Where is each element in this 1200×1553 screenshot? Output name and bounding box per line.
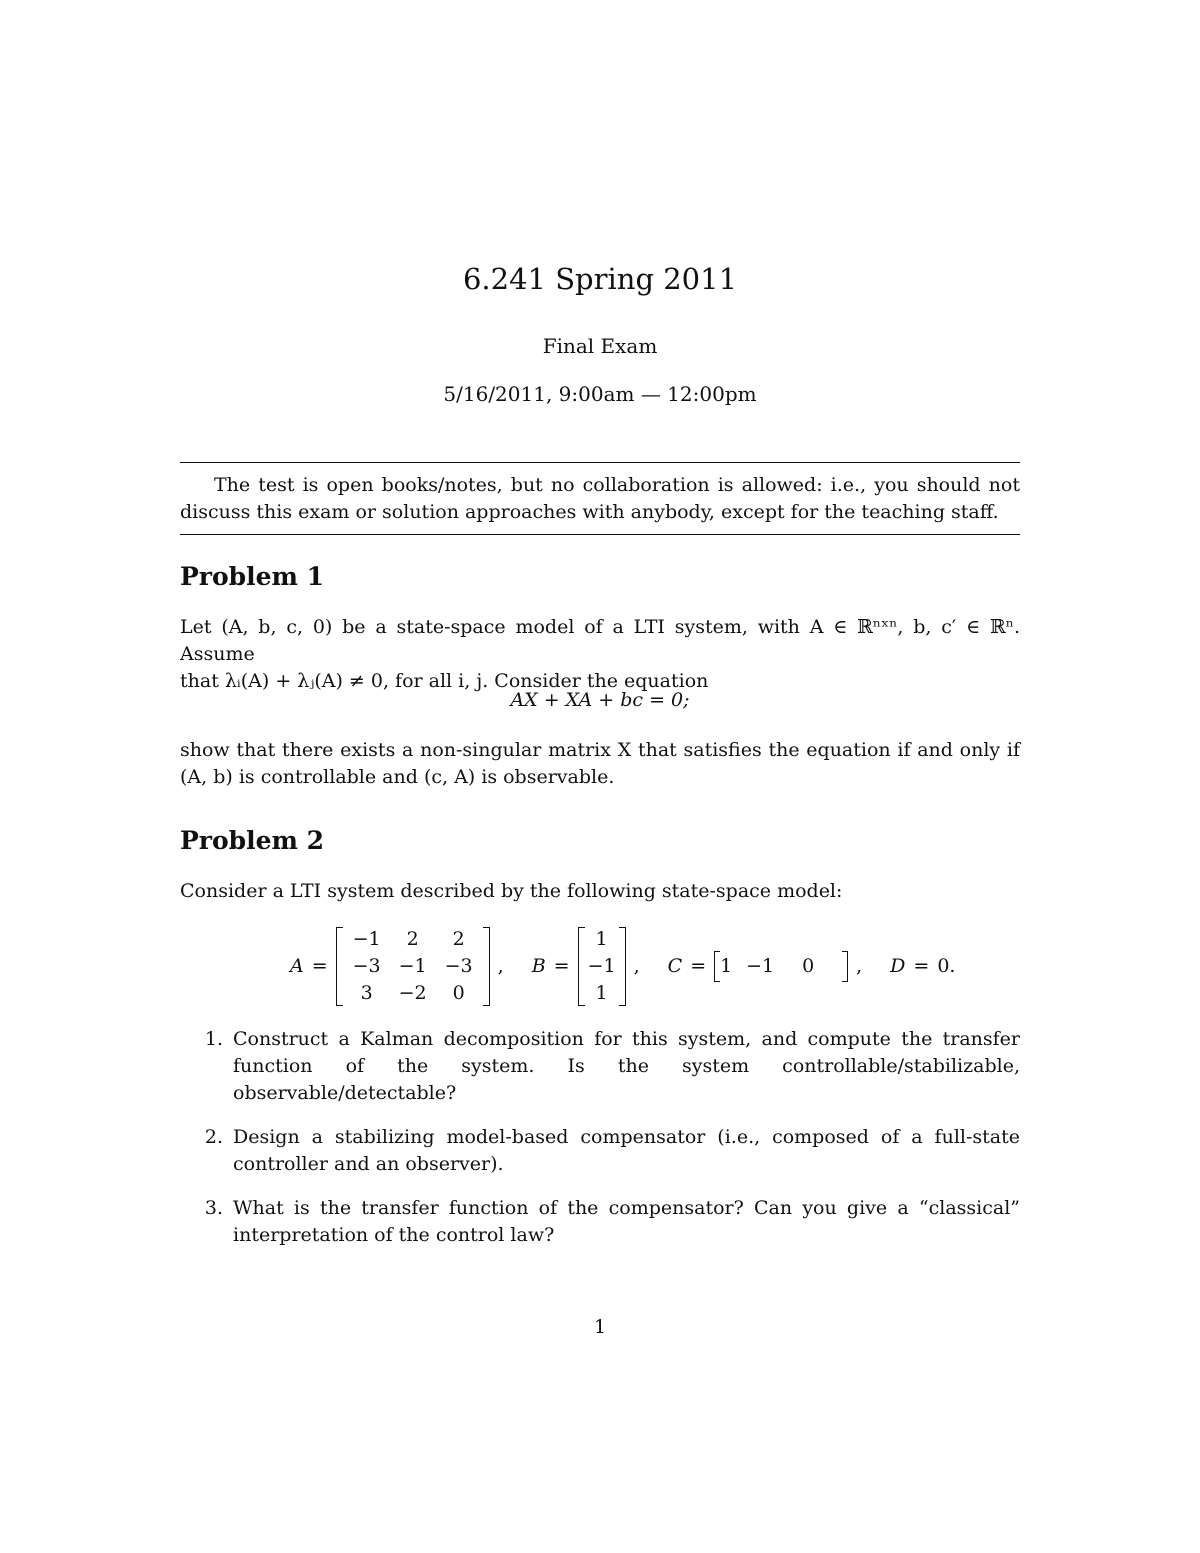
matrix-a-cell: 2	[406, 927, 419, 950]
notice-top-rule	[180, 462, 1020, 463]
exam-date: 5/16/2011, 9:00am — 12:00pm	[443, 382, 757, 406]
list-item-number: 1.	[204, 1028, 223, 1050]
matrix-a-cell: −1	[398, 954, 427, 977]
equals-sign: =	[690, 955, 707, 977]
list-item	[180, 1026, 1020, 1107]
equals-sign: =	[913, 955, 930, 977]
equals-sign: =	[553, 955, 570, 977]
matrix-d-value: 0.	[937, 955, 956, 977]
equals-sign: =	[311, 955, 328, 977]
exam-subtitle: Final Exam	[542, 334, 658, 358]
list-item	[180, 1195, 1020, 1249]
matrix-b-cell: 1	[595, 927, 608, 950]
page-number: 1	[593, 1316, 607, 1338]
problem-1-equation: AX + XA + bc = 0;	[510, 689, 690, 711]
matrix-a-cell: 3	[360, 981, 373, 1004]
separator-comma: ,	[856, 955, 863, 977]
exam-title: 6.241 Spring 2011	[462, 262, 738, 296]
list-item-text: Design a stabilizing model-based compensator (i.e., composed of a full-state controller and an observer).	[233, 1126, 1020, 1175]
list-item	[180, 1124, 1020, 1178]
matrix-d-label: D	[890, 955, 906, 977]
problem-1-intro-line-2: that λᵢ(A) + λⱼ(A) ≠ 0, for all i, j. Consider the equation	[180, 670, 709, 692]
matrix-a-cell: −3	[444, 954, 473, 977]
list-item-text: What is the transfer function of the compensator? Can you give a “classical” interpretation of the control law?	[233, 1197, 1020, 1246]
matrix-c-cell: −1	[746, 954, 775, 977]
matrix-a	[336, 926, 490, 1007]
state-space-matrices	[290, 924, 955, 1008]
problem-2-intro: Consider a LTI system described by the following state-space model:	[180, 880, 843, 902]
matrix-c	[714, 953, 848, 980]
matrix-c-cell: 1	[720, 954, 733, 977]
matrix-b-cell: 1	[595, 981, 608, 1004]
list-item-number: 3.	[204, 1197, 223, 1219]
matrix-b-label: B	[531, 955, 546, 977]
matrix-a-cell: −2	[398, 981, 427, 1004]
matrix-a-cell: 0	[452, 981, 465, 1004]
matrix-a-cell: −1	[352, 927, 381, 950]
problem-1-intro-line-1: Let (A, b, c, 0) be a state-space model of a LTI system, with A ∈ ℝⁿˣⁿ, b, c′ ∈ ℝⁿ. Assume	[180, 616, 1020, 665]
matrix-c-label: C	[667, 955, 683, 977]
matrix-c-cell: 0	[802, 954, 815, 977]
problem-1-body: show that there exists a non-singular matrix X that satisfies the equation if and only if (A, b) is controllable and (c, A) is observable.	[180, 739, 1020, 788]
separator-comma: ,	[497, 955, 504, 977]
matrix-a-label: A	[290, 955, 304, 977]
notice-bottom-rule	[180, 534, 1020, 535]
matrix-a-cell: 2	[452, 927, 465, 950]
list-item-number: 2.	[204, 1126, 223, 1148]
matrix-b-cell: −1	[587, 954, 616, 977]
list-item-text: Construct a Kalman decomposition for this system, and compute the transfer function of the system. Is the system controllable/stabilizable, observable/detectable?	[233, 1028, 1020, 1104]
problem-2-task-list	[180, 1026, 1020, 1266]
exam-notice: The test is open books/notes, but no collaboration is allowed: i.e., you should not discuss this exam or solution approaches with anybody, except for the teaching staff.	[180, 474, 1020, 523]
matrix-b	[578, 926, 626, 1007]
separator-comma: ,	[633, 955, 640, 977]
matrix-a-cell: −3	[352, 954, 381, 977]
problem-1-intro	[180, 614, 1020, 695]
problem-1-heading: Problem 1	[180, 562, 325, 591]
problem-2-heading: Problem 2	[180, 826, 325, 855]
